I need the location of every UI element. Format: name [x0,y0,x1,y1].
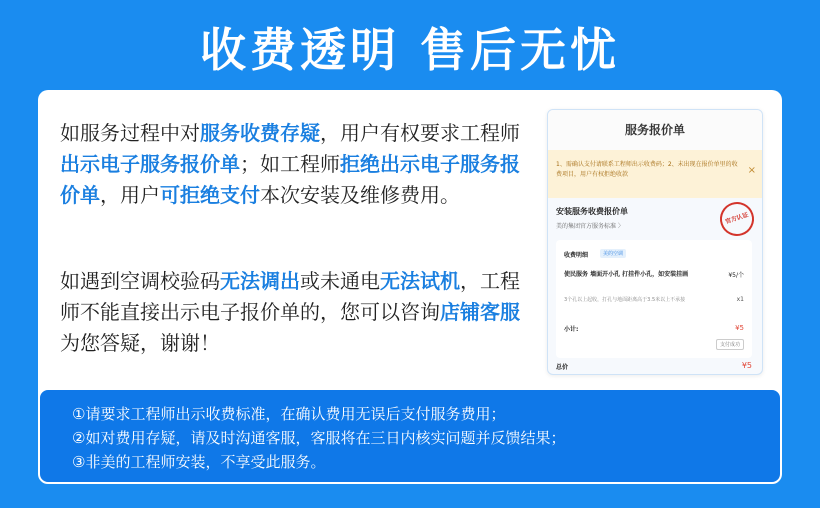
detail-tag: 美的空调 [600,249,626,258]
item-price: ¥5/个 [728,272,744,279]
quote-card-image [547,109,763,375]
subtotal-label: 小计: [564,326,579,333]
body-text: 本次安装及维修费用。 [260,183,460,207]
notice-line: ①请要求工程师出示收费标准，在确认费用无误后支付服务费用； [72,405,506,423]
highlight-text: 拒绝出示电子服务报价单 [60,152,520,207]
total-value: ¥5 [741,361,752,370]
notice-line: ③非美的工程师安装，不享受此服务。 [72,453,326,471]
body-text: 或未通电 [300,269,380,293]
item-note: 3个孔以上起收，打孔与地面距离高于3.5米以上不承接 [564,297,686,303]
quote-standard-title: 安装服务收费报价单 [556,207,628,216]
subtotal-value: ¥5 [735,324,744,332]
highlight-text: 无法调出 [220,269,300,293]
body-text: ；如工程师 [240,152,340,176]
highlight-text: 店铺客服 [440,300,520,324]
highlight-text: 无法试机 [380,269,460,293]
quote-detail-panel [556,240,752,358]
highlight-text: 可拒绝支付 [160,183,260,207]
highlight-text: 服务收费存疑 [200,121,320,145]
body-text: ，用户 [100,183,160,207]
quote-warning-banner [548,150,762,198]
close-icon: × [747,165,756,176]
body-text: ，用户有权要求工程师 [320,121,520,145]
quote-standard [556,206,706,230]
paragraph-cannot-test [60,266,520,359]
quote-warning-text: 1、需确认支付请联系工程师出示收费码；2、未出现在报价单里的收费项目，用户有权拒绝收款 [556,161,738,178]
item-quantity: x1 [736,296,744,303]
notice-box [38,388,782,484]
quote-title: 服务报价单 [548,110,762,150]
item-name: 使民服务 墙面开小孔 打挂件小孔，如安装挂画 [564,271,689,278]
body-text: 为您答疑，谢谢！ [60,331,220,355]
notice-line: ②如对费用存疑，请及时沟通客服，客服将在三日内核实问题并反馈结果； [72,429,566,447]
pay-status-button: 支付成功 [716,339,744,350]
detail-heading: 收费明细 [564,252,589,259]
headline: 收费透明 售后无忧 [199,23,620,77]
body-text: 如服务过程中对 [60,121,200,145]
highlight-text: 出示电子服务报价单 [60,152,240,176]
official-stamp-icon: 官方认证 [716,198,759,241]
paragraph-fee-doubt [60,118,520,211]
quote-standard-subtitle: 美的集团官方服务标准 〉 [556,223,624,230]
body-text: 如遇到空调校验码 [60,269,220,293]
total-label: 总价 [556,364,569,371]
body-text: ，工程师不能直接出示电子报价单的，您可以咨询 [60,269,520,324]
